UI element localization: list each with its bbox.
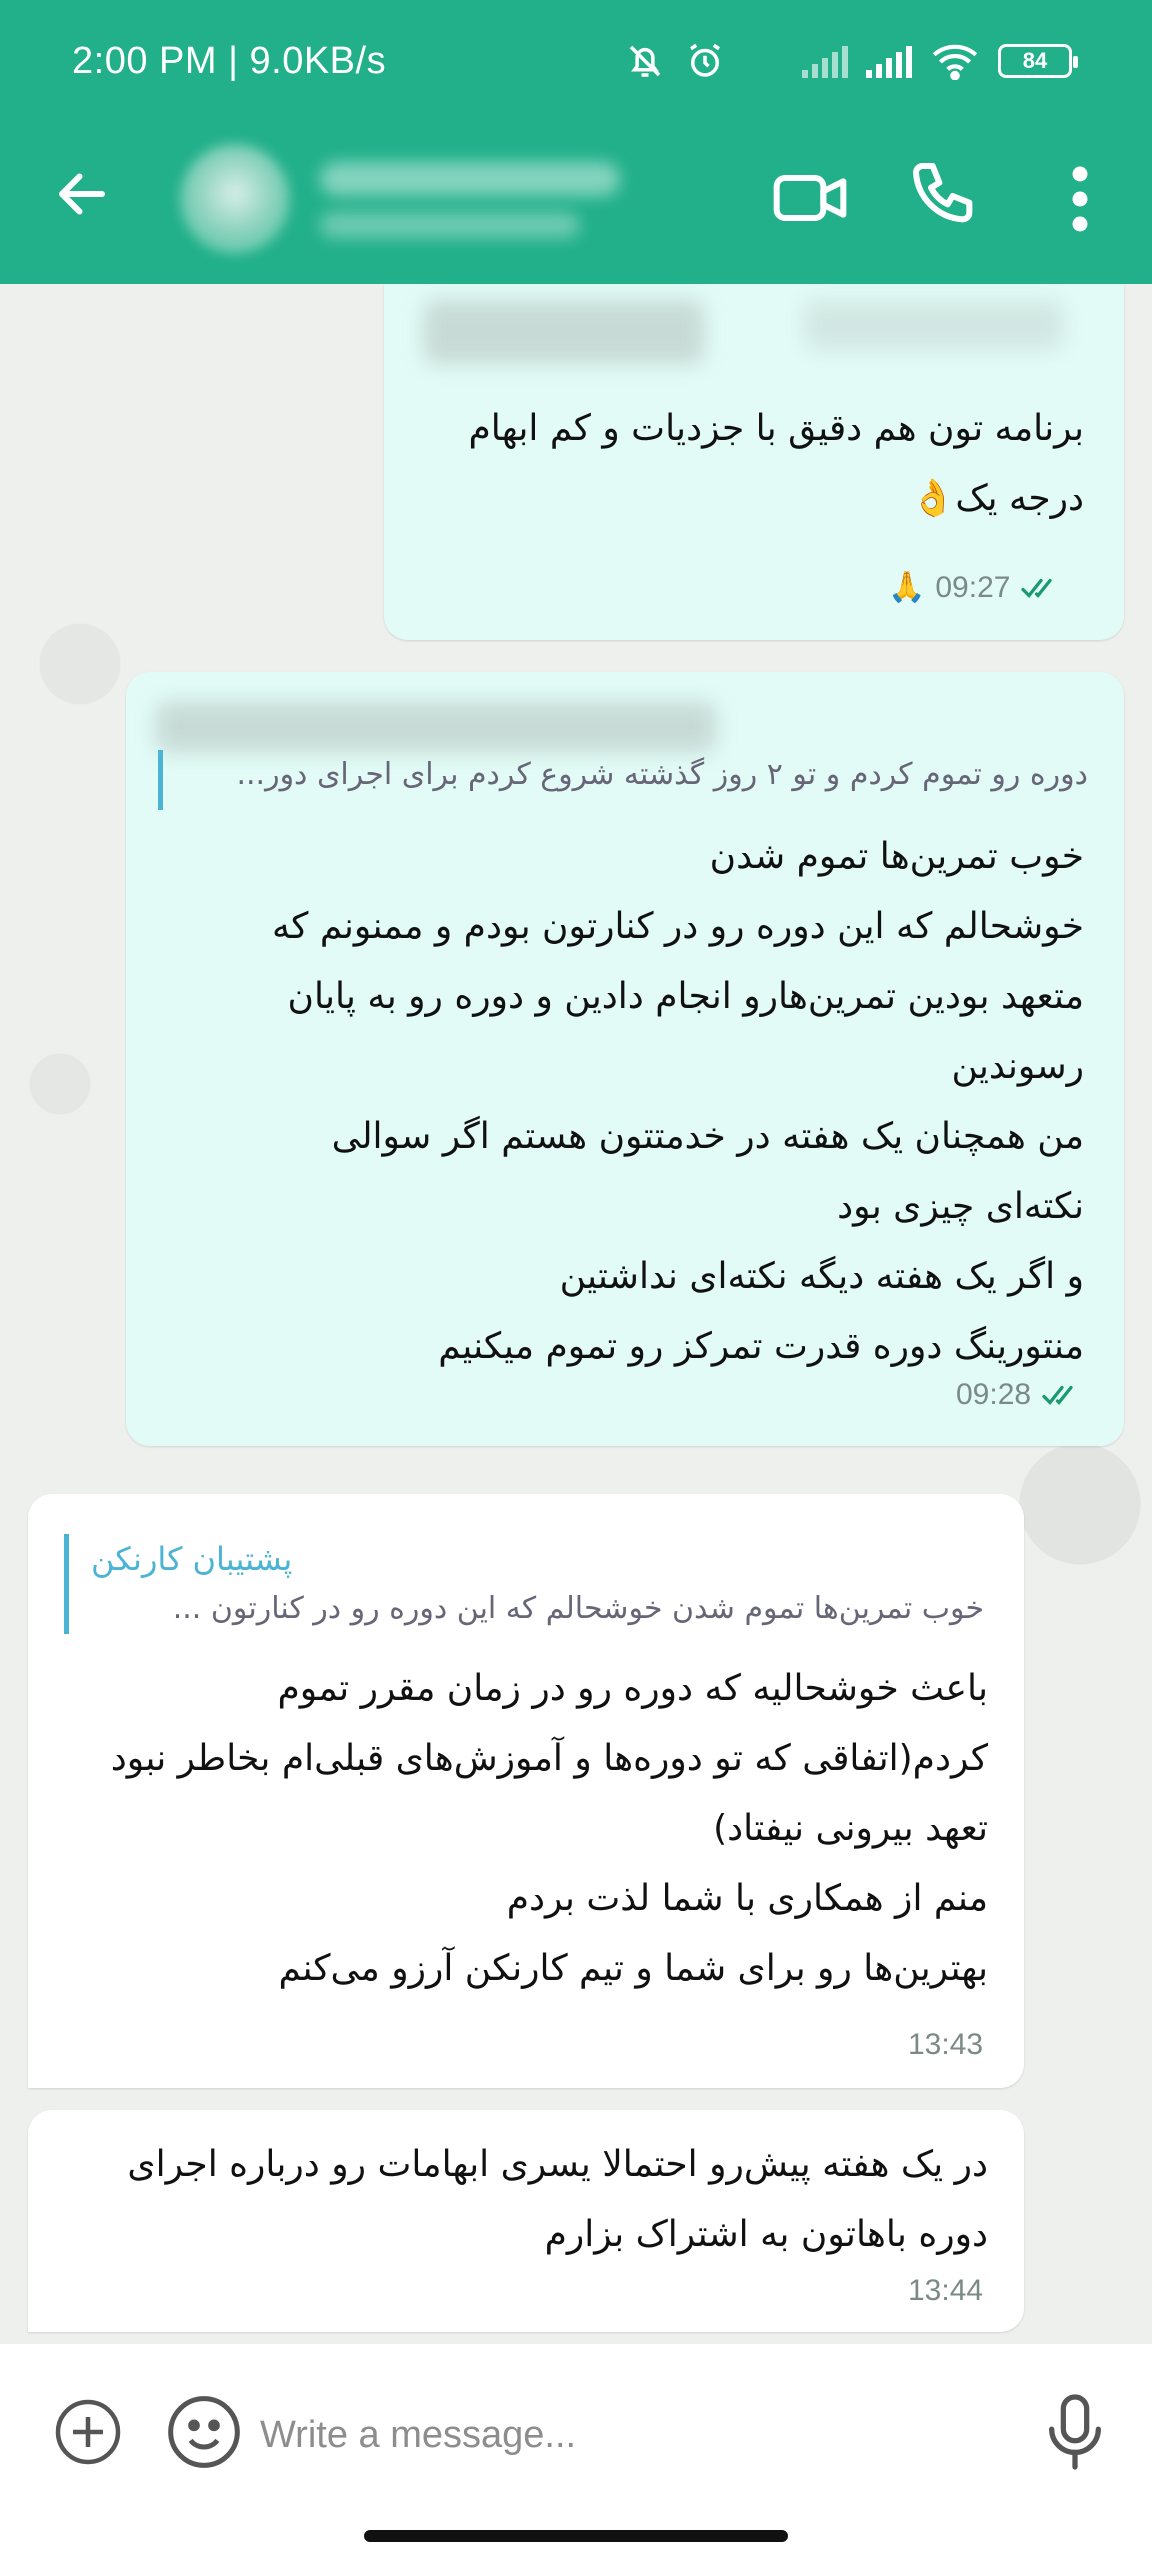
message-bubble[interactable]: [384, 284, 1124, 640]
more-vert-icon[interactable]: [1060, 164, 1100, 234]
reply-preview[interactable]: [158, 750, 1088, 810]
message-bubble[interactable]: [28, 2110, 1024, 2332]
status-time: 2:00 PM | 9.0KB/s: [72, 40, 387, 82]
message-text: منتورینگ دوره قدرت تمرکز رو تموم میکنیم: [438, 1326, 1084, 1367]
blurred-attachment: [804, 300, 1064, 350]
message-bubble[interactable]: [126, 672, 1124, 1446]
message-time: 13:44: [908, 2274, 984, 2307]
message-meta: [888, 570, 1062, 605]
alarm-icon: [684, 40, 726, 82]
battery-icon: [998, 44, 1072, 78]
emoji-icon[interactable]: [164, 2392, 244, 2472]
status-bar: [0, 0, 1152, 128]
message-text: باعث خوشحالیه که دوره رو در زمان مقرر تموم: [277, 1668, 988, 1709]
reply-text: دوره رو تموم کردم و تو ۲ روز گذشته شروع کردم برای اجرای دور...: [236, 757, 1088, 792]
contact-info[interactable]: [320, 162, 700, 242]
message-time: 09:28: [956, 1378, 1032, 1411]
message-text: رسوندین: [951, 1046, 1084, 1087]
reply-sender-name: پشتیبان کارنکن: [91, 1540, 293, 1578]
double-check-icon: [1020, 575, 1062, 601]
microphone-icon[interactable]: [1040, 2390, 1110, 2474]
chat-area[interactable]: [0, 284, 1152, 2344]
signal-icon: [866, 44, 912, 78]
double-check-icon: [1041, 1382, 1083, 1408]
status-icons: [624, 40, 1072, 82]
message-text: در یک هفته پیش‌رو احتمالا یسری ابهامات رو درباره اجرای: [127, 2144, 988, 2185]
message-text: من همچنان یک هفته در خدمتتون هستم اگر سوالی: [331, 1116, 1084, 1157]
message-meta: [908, 2028, 983, 2062]
message-meta: [956, 1378, 1083, 1412]
message-text: برنامه تون هم دقیق با جزدیات و کم ابهام: [468, 408, 1084, 449]
message-input[interactable]: [260, 2400, 1000, 2470]
composer-bar: [0, 2344, 1152, 2560]
blurred-reply-header: [156, 702, 716, 752]
back-arrow-icon[interactable]: [52, 164, 112, 224]
message-text: تعهد بیرونی نیفتاد): [713, 1808, 988, 1849]
battery-level: 84: [1022, 48, 1048, 73]
message-text: خوشحالم که این دوره رو در کنارتون بودم و ممنونم که: [271, 906, 1084, 947]
message-text: منم از همکاری با شما لذت بردم: [506, 1878, 988, 1919]
message-text: درجه یک👌: [910, 478, 1084, 519]
avatar[interactable]: [180, 144, 290, 254]
message-time: 09:27: [935, 570, 1011, 604]
signal-icon: [802, 44, 848, 78]
blurred-attachment: [424, 300, 704, 364]
reply-preview[interactable]: [64, 1534, 984, 1634]
phone-icon[interactable]: [906, 156, 986, 236]
attach-plus-icon[interactable]: [52, 2396, 124, 2468]
bell-muted-icon: [624, 40, 666, 82]
reaction[interactable]: 🙏: [888, 571, 926, 604]
home-indicator[interactable]: [364, 2530, 788, 2542]
video-call-icon[interactable]: [770, 158, 850, 238]
message-text: متعهد بودین تمرین‌هارو انجام دادین و دوره رو به پایان: [287, 976, 1084, 1017]
message-text: و اگر یک هفته دیگه نکته‌ای نداشتین: [559, 1256, 1084, 1297]
message-text: بهترین‌ها رو برای شما و تیم کارنکن آرزو می‌کنم: [278, 1948, 988, 1989]
message-time: 13:43: [908, 2028, 984, 2061]
chat-header: [0, 128, 1152, 284]
message-bubble[interactable]: [28, 1494, 1024, 2088]
message-text: خوب تمرین‌ها تموم شدن: [709, 836, 1084, 877]
reply-text: خوب تمرین‌ها تموم شدن خوشحالم که این دوره رو در کنارتون ...: [172, 1591, 984, 1626]
top-bar: [0, 0, 1152, 284]
message-meta: [908, 2274, 983, 2308]
message-text: نکته‌ای چیزی بود: [837, 1186, 1084, 1227]
wifi-icon: [930, 42, 980, 80]
message-text: کردم(اتفاقی که تو دوره‌ها و آموزش‌های قبلی‌ام بخاطر نبود: [110, 1738, 988, 1779]
message-text: دوره باهاتون به اشتراک بزارم: [544, 2214, 988, 2255]
